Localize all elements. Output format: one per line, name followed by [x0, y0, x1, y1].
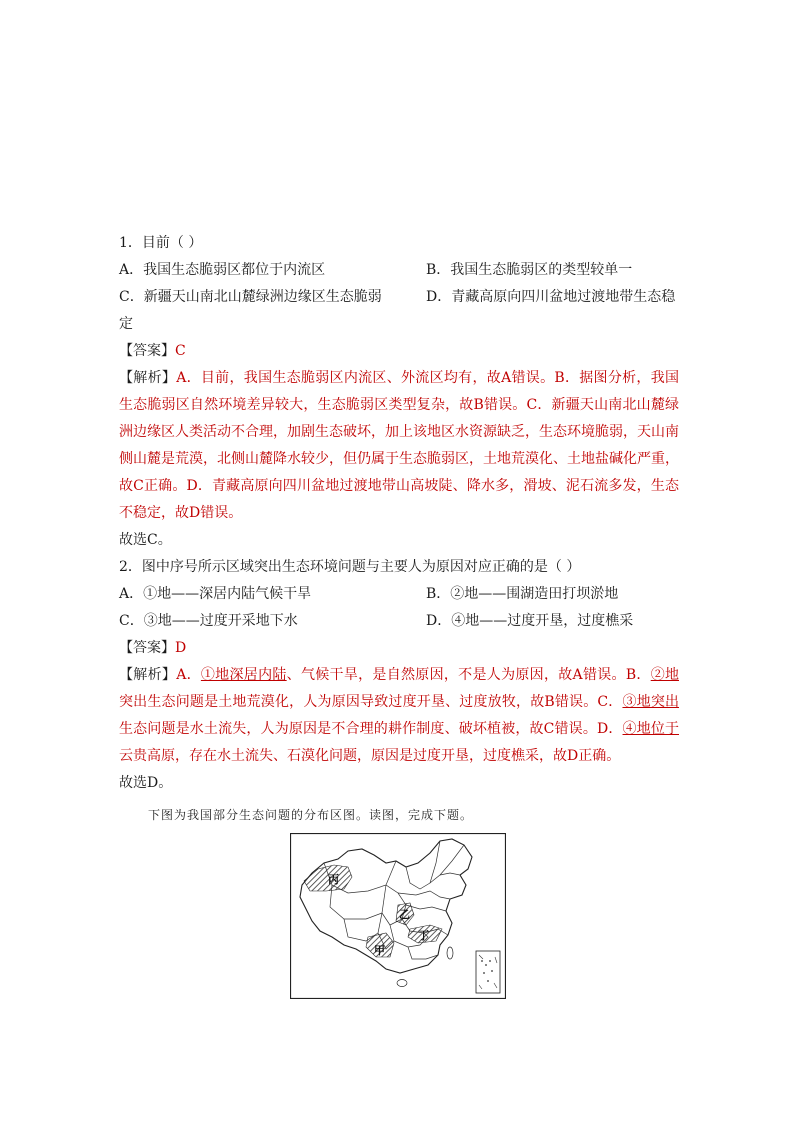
q1-options-row-1	[119, 257, 679, 284]
q2-options-row-1	[119, 581, 679, 608]
q2-analysis-ref-2: ②地	[650, 667, 679, 683]
q2-analysis	[119, 662, 679, 770]
q2-option-b: B．②地——围湖造田打坝淤地	[426, 586, 619, 602]
q1-option-c: C．新疆天山南北山麓绿洲边缘区生态脆弱	[119, 289, 382, 305]
q2-stem: 2．图中序号所示区域突出生态环境问题与主要人为原因对应正确的是（ ）	[119, 559, 581, 575]
q2-analysis-seg-4: 生态问题是水土流失，人为原因是不合理的耕作制度、破坏植被，故C错误。D．	[119, 721, 623, 737]
q2-option-d: D．④地——过度开垦，过度樵采	[426, 613, 634, 629]
q2-option-c: C．③地——过度开采地下水	[119, 613, 298, 629]
q1-analysis-text: A．目前，我国生态脆弱区内流区、外流区均有，故A错误。B．据图分析，我国生态脆弱区自然环境差异较大，生态脆弱区类型复杂，故B错误。C．新疆天山南北山麓绿洲边缘区人类活动不合理，加剧生态破坏，加上该地区水资源缺乏，生态环境脆弱，天山南侧山麓是荒漠，北侧山麓降水较少，但仍属于生态脆弱区，土地荒漠化、土地盐碱化严重，故C正确。D．青藏高原向四川盆地过渡地带山高坡陡、降水多，滑坡、泥石流多发，生态不稳定，故D错误。	[119, 370, 680, 521]
q2-analysis-seg-1: A．	[176, 667, 201, 683]
q1-analysis	[119, 365, 679, 527]
label-ding: 丁	[418, 929, 429, 942]
q2-analysis-seg-5: 云贵高原，存在水土流失、石漠化问题，原因是过度开垦，过度樵采，故D正确。	[119, 748, 621, 764]
q1-answer-value: C	[175, 343, 186, 359]
q2-conclusion: 故选D。	[119, 775, 173, 791]
q2-option-a: A．①地——深居内陆气候干旱	[119, 586, 312, 602]
question-content	[119, 230, 679, 797]
q1-stem: 1．目前（ ）	[119, 235, 203, 251]
q2-analysis-seg-2: 、气候干旱，是自然原因，不是人为原因，故A错误。B．	[286, 667, 651, 683]
q2-answer-value: D	[175, 640, 187, 656]
label-yi: 乙	[399, 908, 410, 921]
q2-answer	[119, 635, 679, 662]
q1-answer-label: 【答案】	[119, 343, 175, 359]
q2-analysis-label: 【解析】	[119, 667, 177, 683]
q1-analysis-label: 【解析】	[119, 370, 177, 386]
q2-answer-label: 【答案】	[119, 640, 175, 656]
q1-answer	[119, 338, 679, 365]
q2-analysis-ref-4: ④地位于	[622, 721, 679, 737]
q1-options-row-2	[119, 284, 679, 311]
q2-analysis-seg-3: 突出生态问题是土地荒漠化，人为原因导致过度开垦、过度放牧，故B错误。C．	[119, 694, 623, 710]
q1-conclusion: 故选C。	[119, 532, 172, 548]
q1-option-b: B．我国生态脆弱区的类型较单一	[426, 262, 633, 278]
q1-option-d: D．青藏高原向四川盆地过渡地带生态稳	[426, 289, 676, 305]
q2-options-row-2	[119, 608, 679, 635]
figure-caption: 下图为我国部分生态问题的分布区图。读图，完成下题。	[148, 808, 474, 822]
label-jia: 甲	[374, 944, 385, 957]
q1-option-d-continued: 定	[119, 316, 133, 332]
china-ecological-map	[290, 833, 506, 999]
q1-option-a: A．我国生态脆弱区都位于内流区	[119, 262, 326, 278]
q2-analysis-ref-3: ③地突出	[622, 694, 680, 710]
hainan-island	[397, 980, 407, 987]
label-bing: 丙	[328, 873, 339, 886]
q2-analysis-ref-1: ①地深居内陆	[200, 667, 287, 683]
taiwan-island	[447, 947, 453, 959]
